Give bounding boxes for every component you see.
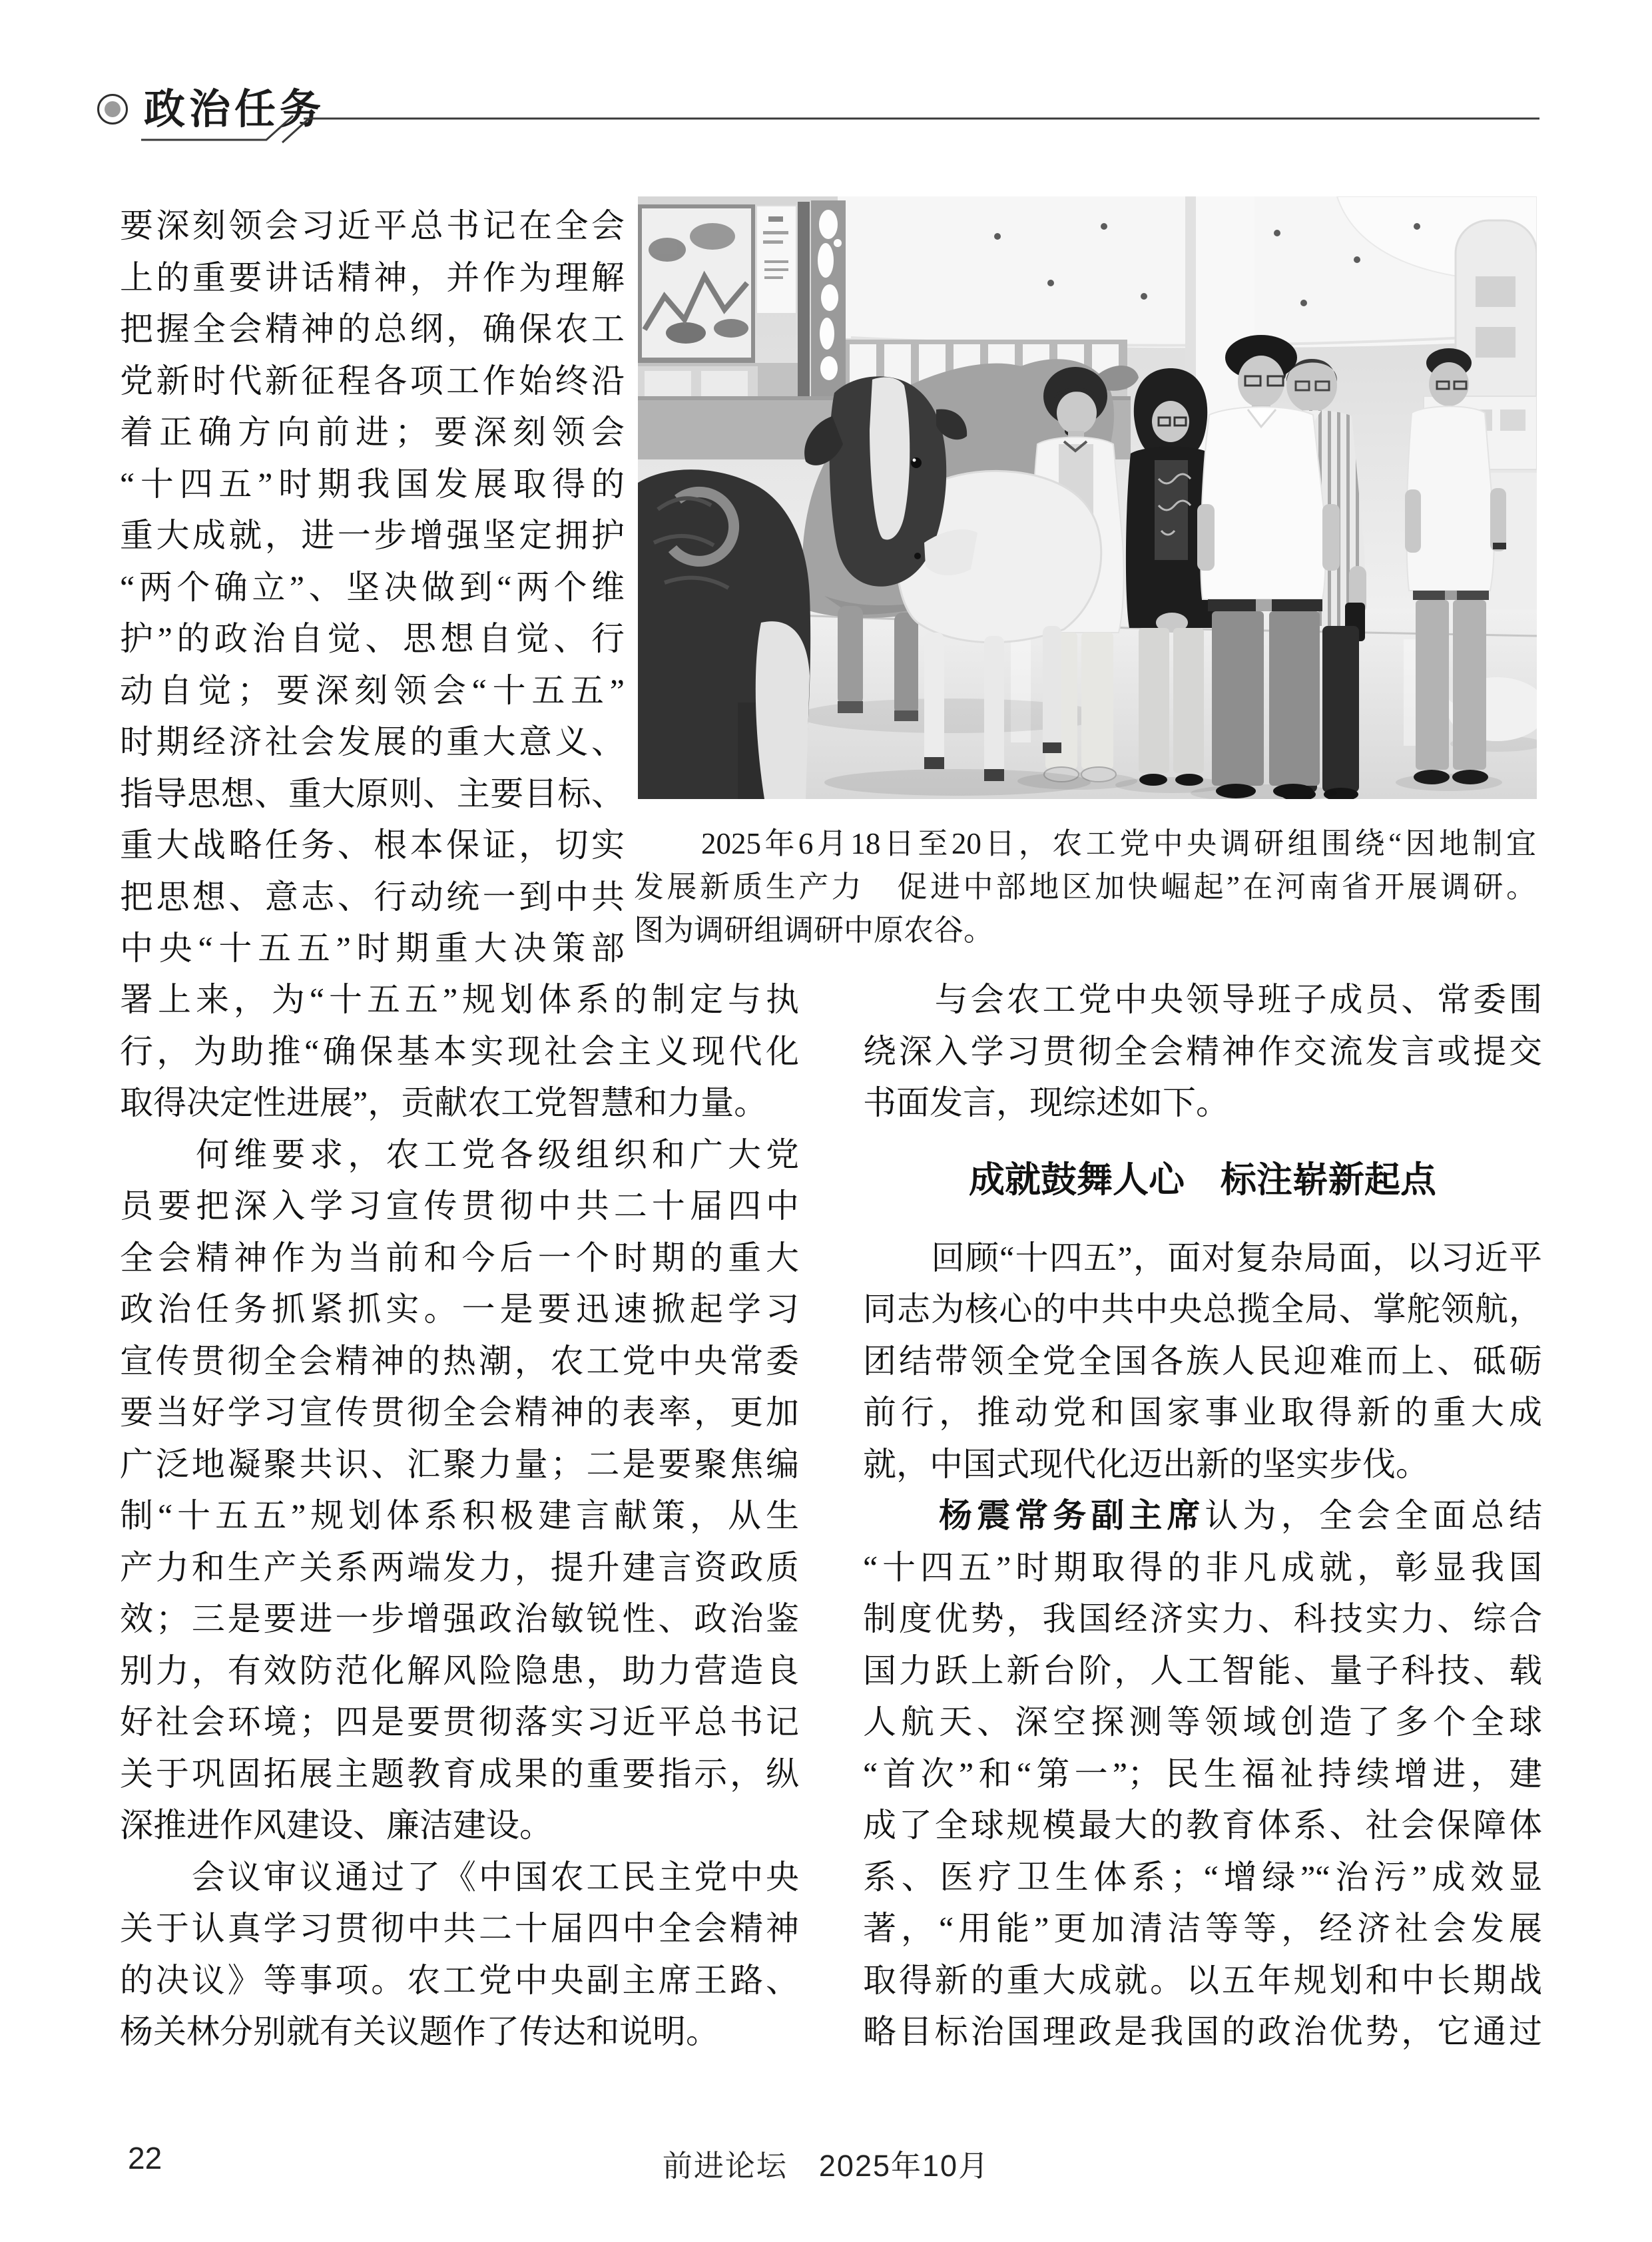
text-line: 关于认真学习贯彻中共二十届四中全会精神 — [120, 1910, 799, 1947]
text-line — [863, 1490, 1542, 1542]
right-para-3-body — [863, 1542, 1542, 2058]
text-line: 前行，推动党和国家事业取得新的重大成 — [863, 1394, 1542, 1431]
text-line: 好社会环境；四是要贯彻落实习近平总书记 — [120, 1703, 799, 1741]
text-line: 把思想、意志、行动统一到中共 — [120, 878, 625, 916]
text-line: 着正确方向前进；要深刻领会 — [120, 414, 625, 451]
text-line: 回顾“十四五”，面对复杂局面，以习近平 — [863, 1239, 1542, 1276]
text-line: 重大战略任务、根本保证，切实 — [120, 826, 625, 864]
text-line: 成了全球规模最大的教育体系、社会保障体 — [863, 1807, 1542, 1844]
text-line: 指导思想、重大原则、主要目标、 — [120, 774, 625, 812]
text-line: 同志为核心的中共中央总揽全局、掌舵领航， — [863, 1290, 1542, 1328]
text-line: 的决议》等事项。农工党中央副主席王路、 — [120, 1961, 799, 1999]
right-para-2 — [863, 1233, 1542, 1491]
text-line: 全会精神作为当前和今后一个时期的重大 — [120, 1239, 799, 1276]
speaker-statement: 认为，全会全面总结 — [1205, 1497, 1543, 1534]
right-column — [863, 974, 1542, 2058]
section-bullet-icon — [97, 94, 128, 125]
text-line: 把握全会精神的总纲，确保农工 — [120, 310, 625, 348]
text-line: 关于巩固拓展主题教育成果的重要指示，纵 — [120, 1755, 799, 1793]
text-line: 图为调研组调研中原农谷。 — [634, 914, 994, 947]
text-line: 署上来，为“十五五”规划体系的制定与执 — [120, 981, 799, 1018]
subsection-heading-text: 成就鼓舞人心 标注崭新起点 — [969, 1160, 1436, 1201]
text-line: “十四五”时期取得的非凡成就，彰显我国 — [863, 1548, 1542, 1586]
text-line: 2025年6月18日至20日，农工党中央调研组围绕“因地制宜 — [634, 827, 1536, 860]
journal-footer: 前进论坛 2025年10月 — [662, 2149, 990, 2183]
text-line: 制“十五五”规划体系积极建言献策，从生 — [120, 1497, 799, 1534]
text-line: 产力和生产关系两端发力，提升建言资政质 — [120, 1548, 799, 1586]
text-line: 效；三是要进一步增强政治敏锐性、政治鉴 — [120, 1600, 799, 1637]
text-line: 要当好学习宣传贯彻全会精神的表率，更加 — [120, 1394, 799, 1431]
text-line: 团结带领全党全国各族人民迎难而上、砥砺 — [863, 1342, 1542, 1380]
text-line: 发展新质生产力 促进中部地区加快崛起”在河南省开展调研。 — [634, 870, 1536, 904]
text-line: 取得决定性进展”，贡献农工党智慧和力量。 — [120, 1084, 768, 1121]
text-line: 行，为助推“确保基本实现社会主义现代化 — [120, 1032, 799, 1070]
text-line: 系、医疗卫生体系；“增绿”“治污”成效显 — [863, 1858, 1542, 1896]
photo-caption — [634, 822, 1536, 952]
text-line: 取得新的重大成就。以五年规划和中长期战 — [863, 1961, 1542, 1999]
text-line: “两个确立”、坚决做到“两个维 — [120, 568, 625, 606]
text-line: 书面发言，现综述如下。 — [863, 1084, 1229, 1121]
text-line: 党新时代新征程各项工作始终沿 — [120, 362, 625, 400]
text-line: 会议审议通过了《中国农工民主党中央 — [120, 1858, 799, 1896]
text-line: 广泛地凝聚共识、汇聚力量；二是要聚焦编 — [120, 1445, 799, 1483]
text-line: 国力跃上新台阶，人工智能、量子科技、载 — [863, 1651, 1542, 1689]
text-line: 何维要求，农工党各级组织和广大党 — [120, 1135, 799, 1173]
text-line: 杨关林分别就有关议题作了传达和说明。 — [120, 2013, 719, 2050]
text-line: 与会农工党中央领导班子成员、常委围 — [863, 981, 1542, 1018]
text-line: 动自觉；要深刻领会“十五五” — [120, 671, 625, 709]
text-line: 制度优势，我国经济实力、科技实力、综合 — [863, 1600, 1542, 1637]
text-line: 人航天、深空探测等领域创造了多个全球 — [863, 1703, 1542, 1741]
text-line: 略目标治国理政是我国的政治优势，它通过 — [863, 2013, 1542, 2050]
text-line: 员要把深入学习宣传贯彻中共二十届四中 — [120, 1187, 799, 1225]
text-line: 绕深入学习贯彻全会精神作交流发言或提交 — [863, 1032, 1542, 1070]
text-line: 重大成就，进一步增强坚定拥护 — [120, 517, 625, 554]
subsection-heading — [863, 1129, 1542, 1233]
text-line: 时期经济社会发展的重大意义、 — [120, 723, 625, 760]
text-line: “十四五”时期我国发展取得的 — [120, 465, 625, 503]
bullet-dot — [105, 101, 121, 117]
photo-illustration — [638, 196, 1537, 799]
left-column-wide — [120, 974, 799, 2058]
right-para-3 — [863, 1490, 1542, 2058]
text-line: “首次”和“第一”；民生福祉持续增进，建 — [863, 1755, 1542, 1793]
text-line: 就，中国式现代化迈出新的坚实步伐。 — [863, 1445, 1429, 1483]
text-line: 宣传贯彻全会精神的热潮，农工党中央常委 — [120, 1342, 799, 1380]
left-column-narrow — [120, 200, 625, 975]
text-line: 护”的政治自觉、思想自觉、行 — [120, 620, 625, 657]
text-line: 上的重要讲话精神，并作为理解 — [120, 258, 625, 296]
text-line: 别力，有效防范化解风险隐患，助力营造良 — [120, 1651, 799, 1689]
speaker-name: 杨震常务副主席 — [939, 1497, 1205, 1534]
right-para-1 — [863, 974, 1542, 1129]
news-photo — [638, 196, 1537, 799]
text-line: 深推进作风建设、廉洁建设。 — [120, 1807, 553, 1844]
text-line: 中央“十五五”时期重大决策部 — [120, 930, 625, 967]
text-line: 著，“用能”更加清洁等等，经济社会发展 — [863, 1910, 1542, 1947]
indent — [863, 1497, 939, 1534]
section-title: 政治任务 — [144, 87, 326, 133]
text-line: 要深刻领会习近平总书记在全会 — [120, 207, 625, 244]
page-number: 22 — [128, 2141, 162, 2175]
text-line: 政治任务抓紧抓实。一是要迅速掀起学习 — [120, 1290, 799, 1328]
